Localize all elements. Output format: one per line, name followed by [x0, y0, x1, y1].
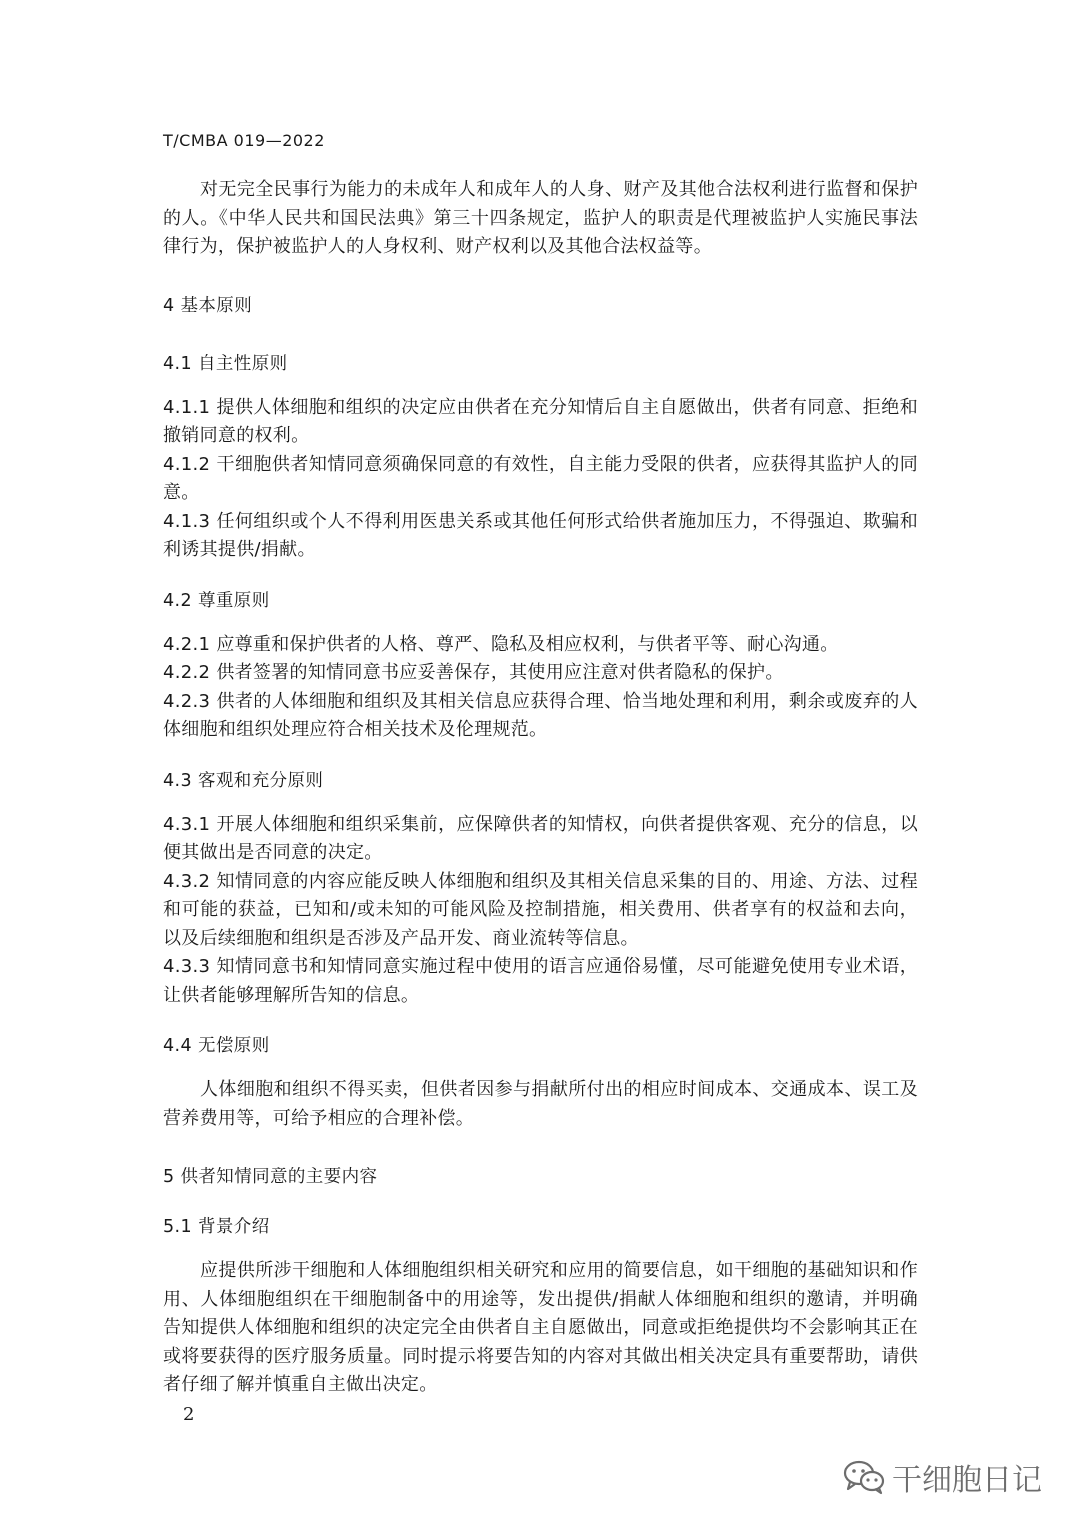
watermark: [842, 1455, 1042, 1499]
subsection-heading-4-3: 4.3 客观和充分原则: [163, 770, 324, 791]
page-number: 2: [183, 1404, 195, 1425]
clause-4-1-1: 4.1.1 提供人体细胞和组织的决定应由供者在充分知情后自主自愿做出，供者有同意、拒绝和撤销同意的权利。: [163, 396, 918, 446]
subsection-heading-5-1: 5.1 背景介绍: [163, 1217, 270, 1237]
subsection-heading-4-4: 4.4 无偿原则: [163, 1036, 270, 1056]
clause-4-3-2: 4.3.2 知情同意的内容应能反映人体细胞和组织及其相关信息采集的目的、用途、方法、过程和可能的获益，已知和/或未知的可能风险及控制措施，相关费用、供者享有的权益和去向，以及后续细胞和组织是否涉及产品开发、商业流转等信息。: [163, 870, 918, 949]
subsection-heading-4-1: 4.1 自主性原则: [163, 353, 288, 374]
clause-5-1-body: 应提供所涉干细胞和人体细胞组织相关研究和应用的简要信息，如干细胞的基础知识和作用、人体细胞组织在干细胞制备中的用途等，发出提供/捐献人体细胞和组织的邀请，并明确告知提供人体细胞和组织的决定完全由供者自主自愿做出，同意或拒绝提供均不会影响其正在或将要获得的医疗服务质量。同时提示将要告知的内容对其做出相关决定具有重要帮助，请供者仔细了解并慎重自主做出决定。: [163, 1260, 918, 1395]
watermark-text: 干细胞日记: [892, 1463, 1042, 1498]
clause-4-1-3: 4.1.3 任何组织或个人不得利用医患关系或其他任何形式给供者施加压力，不得强迫、欺骗和利诱其提供/捐献。: [163, 510, 918, 560]
section-heading-5: 5 供者知情同意的主要内容: [163, 1167, 378, 1187]
page-content: [163, 176, 918, 1400]
wechat-icon: [842, 1459, 886, 1495]
clause-4-3-1: 4.3.1 开展人体细胞和组织采集前，应保障供者的知情权，向供者提供客观、充分的信息，以便其做出是否同意的决定。: [163, 813, 918, 863]
clause-4-1-2: 4.1.2 干细胞供者知情同意须确保同意的有效性，自主能力受限的供者，应获得其监护人的同意。: [163, 453, 918, 503]
clause-4-2-2: 4.2.2 供者签署的知情同意书应妥善保存，其使用应注意对供者隐私的保护。: [163, 662, 784, 683]
clause-4-2-1: 4.2.1 应尊重和保护供者的人格、尊严、隐私及相应权利，与供者平等、耐心沟通。: [163, 633, 839, 655]
section-heading-4: 4 基本原则: [163, 295, 253, 316]
clause-4-3-3: 4.3.3 知情同意书和知情同意实施过程中使用的语言应通俗易懂，尽可能避免使用专业术语，让供者能够理解所告知的信息。: [163, 956, 918, 1006]
clause-4-2-3: 4.2.3 供者的人体细胞和组织及其相关信息应获得合理、恰当地处理和利用，剩余或废弃的人体细胞和组织处理应符合相关技术及伦理规范。: [163, 690, 918, 740]
intro-paragraph: 对无完全民事行为能力的未成年人和成年人的人身、财产及其他合法权利进行监督和保护的人。《中华人民共和国民法典》第三十四条规定，监护人的职责是代理被监护人实施民事法律行为，保护被监护人的人身权利、财产权利以及其他合法权益等。: [163, 179, 918, 257]
clause-4-4-body: 人体细胞和组织不得买卖，但供者因参与捐献所付出的相应时间成本、交通成本、误工及营养费用等，可给予相应的合理补偿。: [163, 1079, 918, 1129]
document-code-header: T/CMBA 019—2022: [163, 131, 325, 150]
subsection-heading-4-2: 4.2 尊重原则: [163, 590, 270, 611]
